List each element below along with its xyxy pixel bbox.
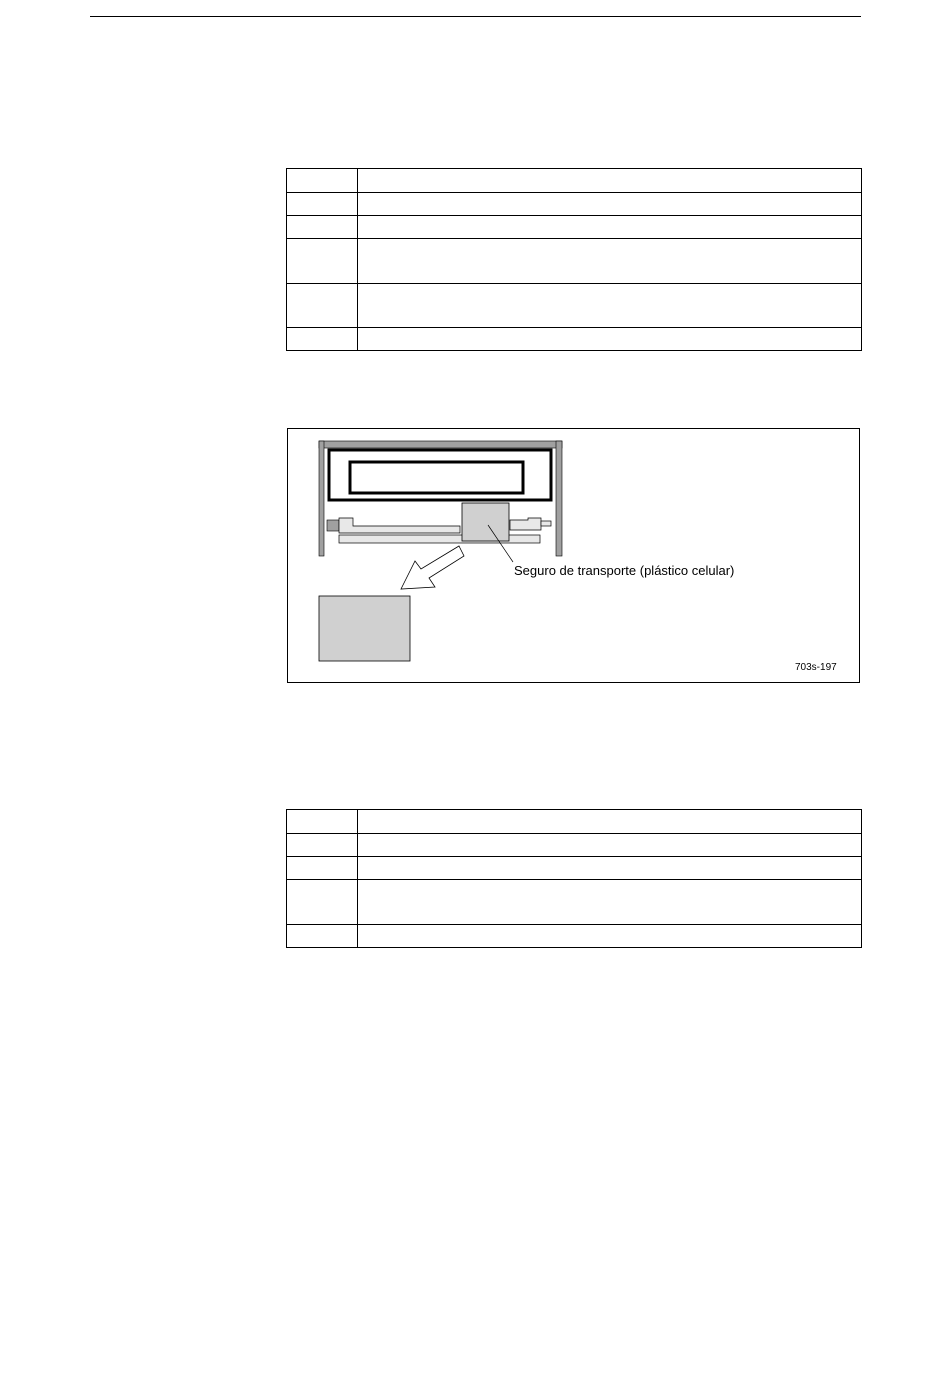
step-number-cell xyxy=(287,169,358,193)
step-text-cell xyxy=(358,880,862,925)
step-number-cell xyxy=(287,810,358,834)
step-text-cell xyxy=(358,169,862,193)
table-row xyxy=(287,239,862,284)
removal-arrow xyxy=(401,546,464,589)
printer-diagram xyxy=(288,429,861,684)
step-text-cell xyxy=(358,810,862,834)
step-text-cell xyxy=(358,925,862,948)
step-number-cell xyxy=(287,284,358,328)
step-text-cell xyxy=(358,328,862,351)
header-rule xyxy=(90,16,861,17)
step-text-cell xyxy=(358,216,862,239)
frame-right xyxy=(556,441,562,556)
figure-id: 703s-197 xyxy=(795,662,837,673)
table-row xyxy=(287,810,862,834)
frame-top xyxy=(319,441,562,448)
left-rail xyxy=(339,518,460,533)
step-number-cell xyxy=(287,328,358,351)
steps-table-1 xyxy=(286,168,862,351)
frame-left xyxy=(319,441,324,556)
step-number-cell xyxy=(287,216,358,239)
transport-lock-figure xyxy=(287,428,860,683)
table-row xyxy=(287,880,862,925)
table-row xyxy=(287,169,862,193)
step-number-cell xyxy=(287,925,358,948)
table-row xyxy=(287,925,862,948)
table-row xyxy=(287,328,862,351)
inner-panel xyxy=(350,462,523,493)
step-number-cell xyxy=(287,193,358,216)
right-rail xyxy=(510,518,541,530)
left-knob xyxy=(327,520,339,531)
figure-caption: Seguro de transporte (plástico celular) xyxy=(514,563,735,578)
step-number-cell xyxy=(287,880,358,925)
steps-table-2 xyxy=(286,809,862,948)
step-number-cell xyxy=(287,857,358,880)
step-text-cell xyxy=(358,834,862,857)
step-number-cell xyxy=(287,239,358,284)
table-row xyxy=(287,284,862,328)
step-text-cell xyxy=(358,193,862,216)
table-row xyxy=(287,857,862,880)
transport-lock-block xyxy=(462,503,509,541)
step-text-cell xyxy=(358,857,862,880)
step-number-cell xyxy=(287,834,358,857)
removed-lock-block xyxy=(319,596,410,661)
table-row xyxy=(287,216,862,239)
table-row xyxy=(287,834,862,857)
right-pin xyxy=(541,521,551,526)
bottom-rail xyxy=(339,535,540,543)
step-text-cell xyxy=(358,239,862,284)
step-text-cell xyxy=(358,284,862,328)
table-row xyxy=(287,193,862,216)
